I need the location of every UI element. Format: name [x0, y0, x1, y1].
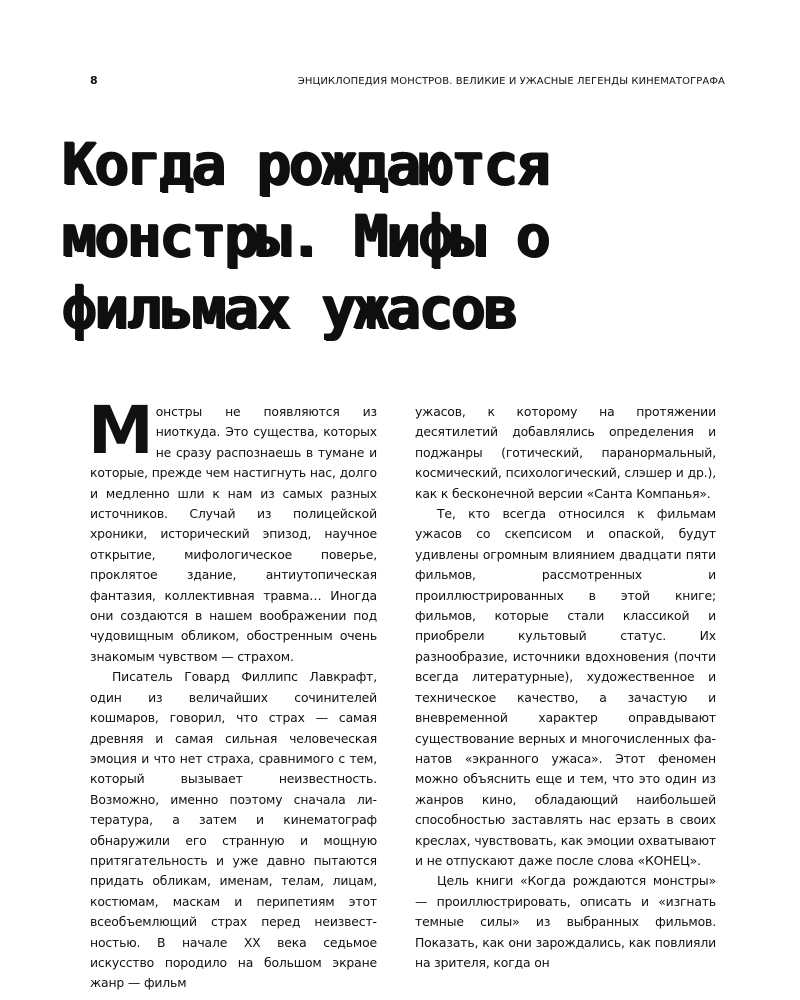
paragraph: Цель книги «Когда рождаются монстры» — проиллюстрировать, описать и «изгнать темные силы» из выбранных фильмов. Показать, как они зарождались, как повлияли на зрителя, когда он [415, 873, 716, 970]
running-header: ЭНЦИКЛОПЕДИЯ МОНСТРОВ. ВЕЛИКИЕ И УЖАСНЫЕ ЛЕГЕНДЫ КИНЕМАТОГРАФА [297, 76, 725, 87]
drop-cap: М [88, 392, 152, 469]
paragraph-text: онстры не появляются из ниоткуда. Это существа, которых не сразу распознаешь в тумане и которые, прежде чем настигнуть нас, долго и медленно шли к нам из самых разных источников. Случай из полицейской хроники, исторический эпизод, научное открытие, мифологическое поверье, проклятое здание, антиутопическая фантазия, коллективная травма… Иногда они создаются в нашем воображении под чудовищным обликом, обостренным очень знакомым чувством — страхом. [90, 404, 377, 664]
chapter-title-line-1: Когда рождаются [62, 130, 549, 198]
page-number: 8 [90, 74, 98, 87]
right-column [415, 402, 716, 973]
paragraph: Писатель Говард Филлипс Лавкрафт, один из величайших сочинителей кошмаров, говорил, что страх — самая древняя и самая сильная человеческая эмоция и что нет страха, сравнимого с тем, который вызывает неизвестность. Возможно, именно поэтому сначала литература, а затем и кинематограф обнаружили его странную и мощную притягательность и уже давно пытаются придать обликам, именам, телам, лицам, костюмам, маскам и перипетиям этот всеобъемлющий страх перед неизвестностью. В начале XX века седьмое искусство породило на большом экране жанр — фильм [90, 669, 377, 991]
paragraph [88, 392, 377, 667]
paragraph: Те, кто всегда относился к фильмам ужасов со скепсисом и опаской, будут удивлены огромным влиянием двадцати пяти фильмов, рассмотренных и проиллюстрированных в этой книге; фильмов, которые стали классикой и приобрели культовый статус. Их разнообразие, источники вдохновения (почти всегда литературные), художественное и техническое качество, а зачастую и вневременной характер оправдывают существование верных и многочисленных фанатов «экранного ужаса». Этот феномен можно объяснить еще и тем, что это один из жанров кино, обладающий наибольшей способностью заставлять нас ерзать в своих креслах, чувствовать, как эмоции охватывают и не отпускают даже после слова «КОНЕЦ». [415, 506, 716, 868]
left-column [88, 392, 377, 994]
chapter-title [62, 128, 722, 344]
chapter-title-line-2: монстры. Мифы о [62, 202, 549, 270]
paragraph: ужасов, к которому на протяжении десятилетий добавлялись определения и поджанры (готический, паранормальный, космический, психологический, слэшер и др.), как к бесконечной версии «Санта Компанья». [415, 404, 716, 501]
chapter-title-line-3: фильмах ужасов [62, 274, 516, 342]
